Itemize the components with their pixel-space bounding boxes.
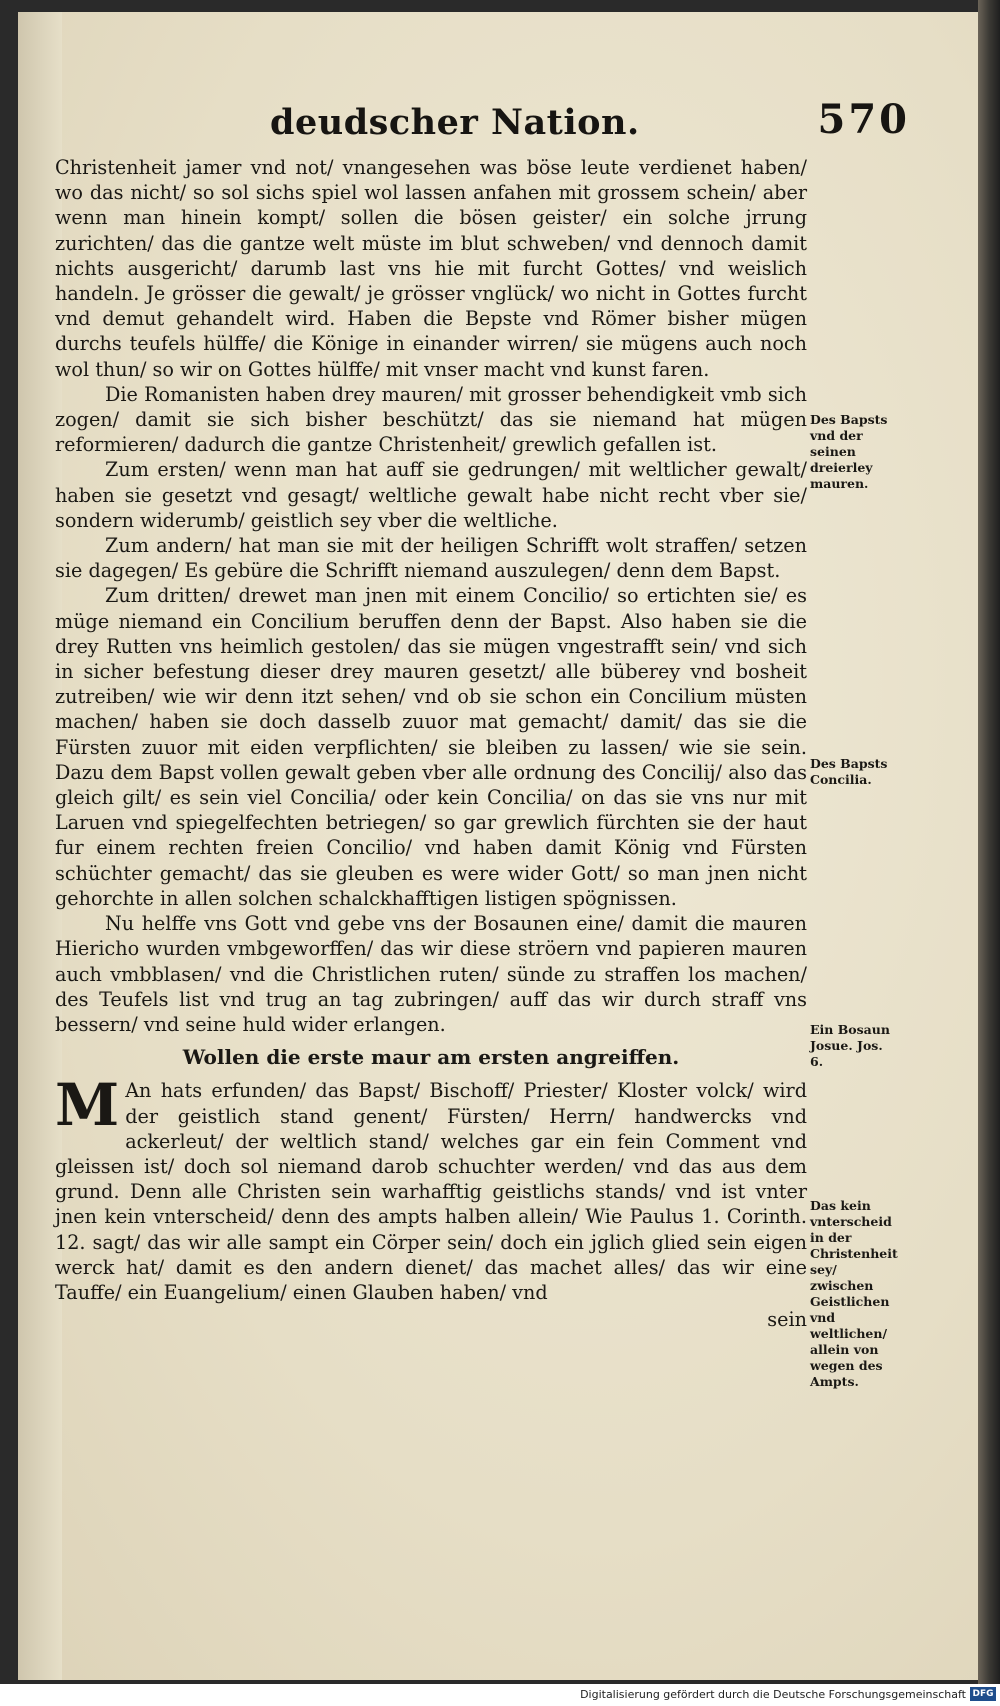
book-edge [978,0,1000,1706]
drop-initial: M [55,1071,120,1140]
footer-bar [0,1684,1000,1706]
catchword: sein [767,1308,807,1332]
marginal-note: Des Bapsts vnd der seinen dreierley mauren. [810,412,888,491]
marginal-note: Das kein vnterscheid in der Christenheit sey/ zwischen Geistlichen vnd weltlichen/ allein von wegen des Ampts. [810,1198,898,1389]
marginal-note: Des Bapsts Concilia. [810,756,888,787]
paragraph: Die Romanisten haben drey mauren/ mit grosser behendigkeit vmb sich zogen/ damit sie sich bisher beschützt/ das sie niemand hat mügen reformieren/ dadurch die gantze Christenheit/ grewlich gefallen ist. [55,382,807,457]
section-paragraph [55,1071,807,1305]
paragraph: Zum andern/ hat man sie mit der heiligen Schrifft wolt straffen/ setzen sie dagegen/ Es gebüre die Schrifft niemand auszulegen/ denn dem Bapst. [55,534,807,583]
section-heading: Wollen die erste maur am ersten angreiffen. [182,1045,680,1070]
page-header [270,96,910,158]
dfg-logo: DFG [970,1687,996,1701]
paragraph: Christenheit jamer vnd not/ vnangesehen was böse leute verdienet haben/ wo das nicht/ so sol sichs spiel wol lassen anfahen mit grossem schein/ aber wenn man hinein kompt/ sollen die bösen geister/ ein solche jrrung zurichten/ das die gantze welt müste im blut schweben/ vnd dennoch damit nichts ausgericht/ darumb last vns hie mit furcht Gottes/ vnd weislich handeln. Je grösser die gewalt/ je grösser vnglück/ wo nicht in Gottes furcht vnd demut gehandelt wird. Haben die Bepste vnd Römer bisher mügen durchs teufels hülffe/ die Könige in einander wirren/ sie mügens auch noch wol thun/ so wir on Gottes hülffe/ mit vnser macht vnd kunst faren. [55,156,807,381]
folio-number: 570 [817,96,910,143]
paragraph: Nu helffe vns Gott vnd gebe vns der Bosaunen eine/ damit die mauren Hiericho wurden vmbgeworffen/ das wir diese ströern vnd papieren mauren auch vmbblasen/ vnd die Christlichen ruten/ sünde zu straffen los machen/ des Teufels list vnd trug an tag zubringen/ auff das wir durch straff vns bessern/ vnd seine huld wider erlangen. [55,912,807,1036]
marginal-note: Ein Bosaun Josue. Jos. 6. [810,1022,890,1069]
section-text: An hats erfunden/ das Bapst/ Bischoff/ Priester/ Kloster volck/ wird der geistlich stand genent/ Fürsten/ Herrn/ handwercks vnd ackerleut/ der weltlich stand/ welches gar ein fein Comment vnd gleissen ist/ doch sol niemand darob schuchter werden/ vnd das aus dem grund. Denn alle Christen sein warhafftig geistlichs stands/ vnd ist vnter jnen kein vnterscheid/ denn des ampts halben allein/ Wie Paulus 1. Corinth. 12. sagt/ das wir alle sampt ein Cörper sein/ doch ein jglich glied sein eigen werck hat/ damit es den andern dienet/ das machet alles/ das wir eine Tauffe/ ein Euangelium/ einen Glauben haben/ vnd [55,1079,807,1304]
paragraph: Zum ersten/ wenn man hat auff sie gedrungen/ mit weltlicher gewalt/ haben sie gesetzt vnd gesagt/ weltliche gewalt habe nicht recht vber sie/ sondern widerumb/ geistlich sey vber die weltliche. [55,458,807,532]
running-head: deudscher Nation. [270,102,640,143]
paragraph: Zum dritten/ drewet man jnen mit einem Concilio/ so ertichten sie/ es müge niemand ein Concilium beruffen denn der Bapst. Also haben sie die drey Rutten vns heimlich gestolen/ das sie mügen vngestrafft sein/ vnd sich in sicher befestung dieser drey mauren gesetzt/ alle büberey vnd bosheit zutreiben/ wie wir denn itzt sehen/ vnd ob sie schon ein Concilium müsten machen/ haben sie doch dasselb zuuor mat gemacht/ damit/ das sie die Fürsten zuuor mit eiden verpflichten/ sie bleiben zu lassen/ wie sie sein. Dazu dem Bapst vollen gewalt geben vber alle ordnung des Concilij/ also das gleich gilt/ es sein viel Concilia/ oder kein Concilia/ on das sie vns nur mit Laruen vnd spiegelfechten betriegen/ so gar grewlich fürchten sie der haut fur einem rechten freien Concilio/ vnd haben damit König vnd Fürsten schüchter gemacht/ das sie gleuben es were wider Gott/ so man jnen nicht gehorchte in allen solchen schalckhafftigen listigen spögnissen. [55,584,807,910]
funding-notice: Digitalisierung gefördert durch die Deutsche Forschungsgemeinschaft [580,1688,966,1701]
main-text [55,155,807,1332]
